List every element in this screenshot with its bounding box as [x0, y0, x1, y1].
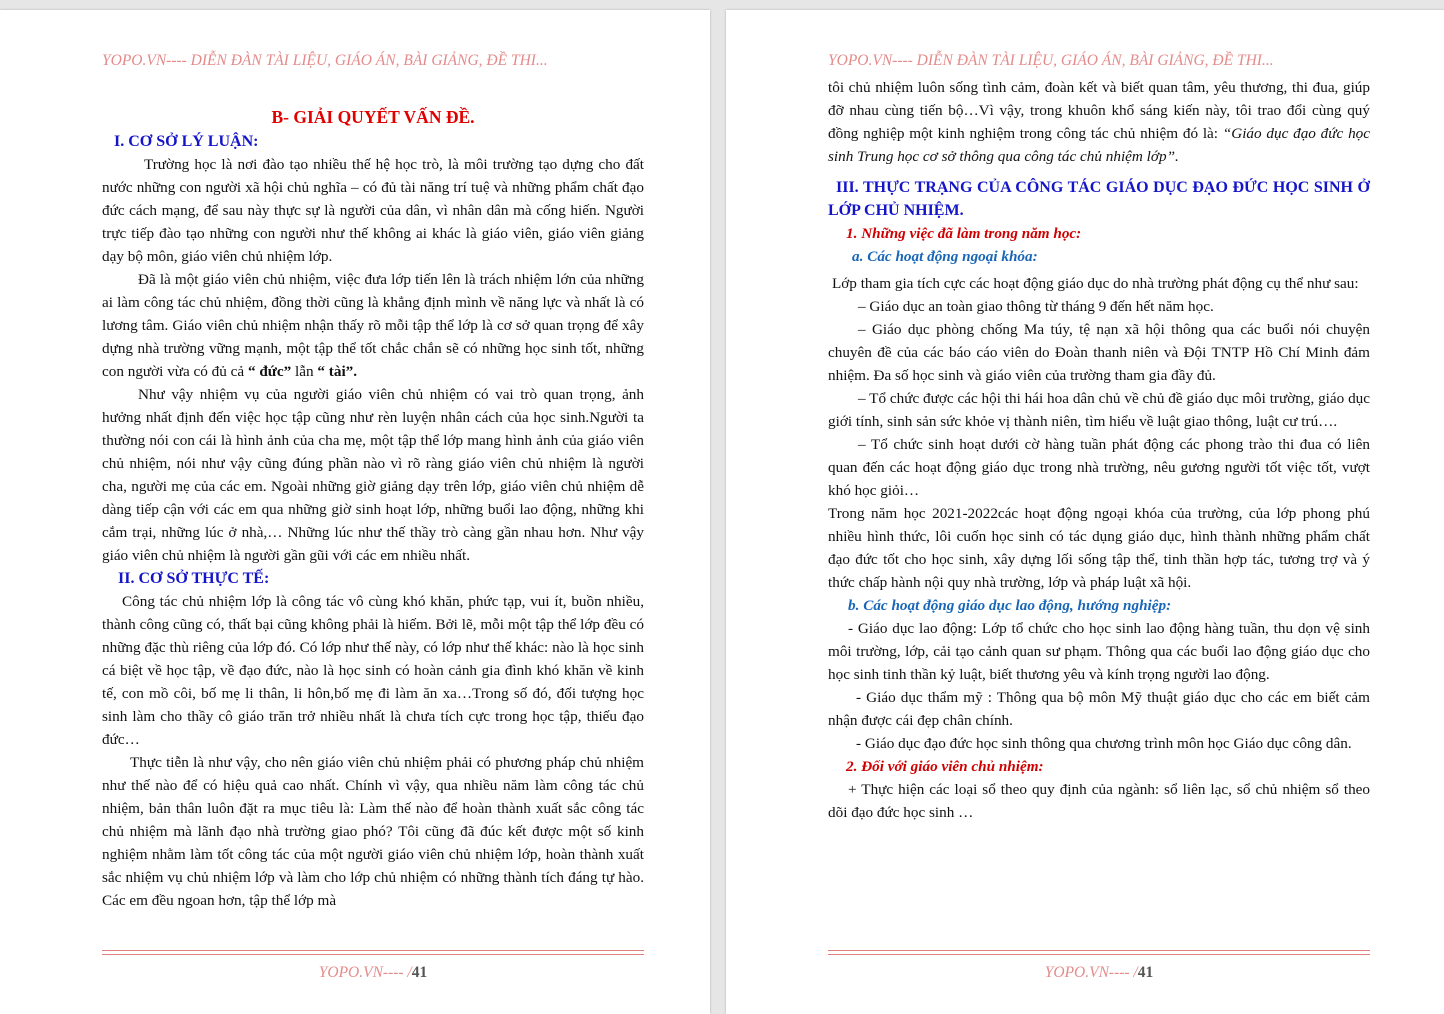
subheading: a. Các hoạt động ngoại khóa: — [852, 248, 1038, 265]
footer-site: YOPO.VN---- / — [318, 964, 412, 981]
paragraph-text: lẫn — [291, 363, 318, 380]
bold-text: “ tài”. — [317, 363, 358, 380]
paragraph: Lớp tham gia tích cực các hoạt động giáo dục do nhà trường phát động cụ thể như sau: — [832, 275, 1359, 292]
section-heading-status: III. THỰC TRẠNG CỦA CÔNG TÁC GIÁO DỤC ĐẠO ĐỨC HỌC SINH Ở LỚP CHỦ NHIỆM. — [828, 179, 1370, 219]
paragraph: - Giáo dục lao động: Lớp tổ chức cho học sinh lao động hàng tuần, thu dọn vệ sinh môi trường, lớp, cải tạo cảnh quan sư phạm. Thông qua các buổi lao động giáo dục cho học sinh tinh thần kỷ luật, biết thương yêu và kính trọng người lao động. — [828, 620, 1370, 683]
paragraph: - Giáo dục đạo đức học sinh thông qua chương trình môn học Giáo dục công dân. — [856, 735, 1352, 752]
section-heading-practice: II. CƠ SỞ THỰC TẾ: — [118, 570, 270, 587]
subheading: 2. Đối với giáo viên chủ nhiệm: — [846, 758, 1044, 775]
page-header: YOPO.VN---- DIỄN ĐÀN TÀI LIỆU, GIÁO ÁN, BÀI GIẢNG, ĐỀ THI... — [102, 52, 548, 69]
footer-divider — [102, 950, 644, 955]
section-heading-theory: I. CƠ SỞ LÝ LUẬN: — [114, 133, 259, 150]
page-footer — [102, 964, 644, 982]
page-number: 41 — [411, 964, 428, 981]
footer-divider — [828, 950, 1370, 955]
bullet-item: – Tổ chức được các hội thi hái hoa dân chủ về chủ đề giáo dục môi trường, giáo dục giới tính, sinh sản sức khỏe vị thành niên, tìm hiểu về luật giao thông, luật cư trú…. — [828, 390, 1370, 430]
bullet-item: – Giáo dục an toàn giao thông từ tháng 9 đến hết năm học. — [858, 298, 1214, 315]
subheading: b. Các hoạt động giáo dục lao động, hướng nghiệp: — [848, 597, 1172, 614]
bullet-item: – Giáo dục phòng chống Ma túy, tệ nạn xã hội thông qua các buổi nói chuyện chuyên đề của các báo cáo viên do Đoàn thanh niên và Đội TNTP Hồ Chí Minh đảm nhiệm. Đa số học sinh và giáo viên của trường tham gia đầy đủ. — [828, 321, 1370, 384]
paragraph-text: tôi chủ nhiệm luôn sống tình cảm, đoàn kết và biết quan tâm, yêu thương, thi đua, giúp đỡ nhau cùng tiến bộ…Vì vậy, trong khuôn khổ sáng kiến này, tôi trao đổi cùng quý đồng nghiệp một kinh nghiệm trong công tác chủ nhiệm đó là: — [828, 79, 1370, 142]
paragraph-text: Đã là một giáo viên chủ nhiệm, việc đưa lớp tiến lên là trách nhiệm lớn của những ai làm công tác chủ nhiệm, đồng thời cũng là khẳng định mình về năng lực và nhất là có lương tâm. Giáo viên chủ nhiệm nhận thấy rõ mỗi tập thể lớp là cơ sở quan trọng để xây dựng nhà trường vững mạnh, một tập thể tốt chắc chắn sẽ có những học sinh tốt, những con người vừa có đủ cả — [102, 271, 644, 380]
subheading: 1. Những việc đã làm trong năm học: — [846, 225, 1082, 242]
paragraph: - Giáo dục thẩm mỹ : Thông qua bộ môn Mỹ thuật giáo dục cho các em biết cảm nhận được cái đẹp chân chính. — [828, 689, 1370, 729]
page-footer — [828, 964, 1370, 982]
paragraph: Trong năm học 2021-2022các hoạt động ngoại khóa của trường, của lớp phong phú nhiều hình thức, lôi cuốn học sinh có tác dụng giáo dục, hình thành những phẩm chất đạo đức tốt cho học sinh, xây dựng lối sống tập thể, tinh thần hợp tác, tương trợ và ý thức chấp hành nội quy nhà trường, lớp và pháp luật xã hội. — [828, 505, 1370, 591]
page-number: 41 — [1137, 964, 1154, 981]
footer-site: YOPO.VN---- / — [1044, 964, 1138, 981]
bold-text: “ đức” — [247, 363, 292, 380]
page-content — [102, 94, 644, 912]
paragraph: Công tác chủ nhiệm lớp là công tác vô cùng khó khăn, phức tạp, vui ít, buồn nhiều, thành công cũng có, thất bại cũng không phải là hiếm. Bởi lẽ, mỗi một tập thể lớp đều có những đặc thù riêng của lớp đó. Có lớp như thế này, có lớp như thế khác: nào là học sinh cá biệt về học tập, về đạo đức, nào là học sinh có hoàn cảnh gia đình khó khăn về kinh tế, con mồ côi, bố mẹ li thân, li hôn,bố mẹ đi làm ăn xa…Trong số đó, đối tượng học sinh làm cho thầy cô giáo trăn trở nhiều nhất là chưa tích cực trong học tập, thiếu đạo đức… — [102, 593, 644, 748]
bullet-item: – Tổ chức sinh hoạt dưới cờ hàng tuần phát động các phong trào thi đua có liên quan đến các hoạt động giáo dục trong nhà trường, nêu gương người tốt việc tốt, vượt khó học giỏi… — [828, 436, 1370, 499]
paragraph: Trường học là nơi đào tạo nhiều thế hệ học trò, là môi trường tạo dựng cho đất nước những con người xã hội chủ nghĩa – có đủ tài năng trí tuệ và những phẩm chất đạo đức cách mạng, để sau này thực sự là người của dân, vì nhân dân mà cống hiến. Người trực tiếp đào tạo những con người như thế không ai khác là giáo viên, giáo viên giảng dạy bộ môn, giáo viên chủ nhiệm lớp. — [102, 156, 644, 265]
document-page-right — [726, 10, 1444, 1014]
paragraph: Như vậy nhiệm vụ của người giáo viên chủ nhiệm có vai trò quan trọng, ảnh hưởng nhất định đến việc học tập cũng như rèn luyện nhân cách của học sinh.Người ta thường nói con cái là hình ảnh của cha mẹ, một tập thể lớp mang hình ảnh của giáo viên chủ nhiệm, nói như vậy cũng đúng phần nào vì rõ ràng giáo viên chủ nhiệm là người cha, người mẹ của các em. Ngoài những giờ giảng dạy trên lớp, giáo viên chủ nhiệm dễ dàng tiếp cận với các em qua những giờ sinh hoạt lớp, những buổi lao động, những khi cắm trại, những lúc ở nhà,… Những lúc như thế thầy trò càng gần nhau hơn. Như vậy giáo viên chủ nhiệm là người gần gũi với các em nhiều nhất. — [102, 386, 644, 564]
italic-quote: “Giáo dục đạo đức học sinh Trung học cơ sở thông qua công tác chủ nhiệm lớp”. — [828, 125, 1370, 165]
page-content — [828, 76, 1370, 824]
paragraph — [102, 268, 644, 383]
document-page-left — [0, 10, 710, 1014]
paragraph — [828, 76, 1370, 168]
paragraph: Thực tiễn là như vậy, cho nên giáo viên chủ nhiệm phải có phương pháp chủ nhiệm như thế nào để có hiệu quả cao nhất. Chính vì vậy, qua nhiều năm làm công tác chủ nhiệm, bản thân luôn đặt ra mục tiêu là: Làm thế nào để hoàn thành xuất sắc công tác chủ nhiệm mà lãnh đạo nhà trường giao phó? Tôi cũng đã đúc kết được một số kinh nghiệm nhằm làm tốt công tác của một người giáo viên chủ nhiệm lớp, hoàn thành xuất sắc nhiệm vụ chủ nhiệm lớp và làm cho lớp chủ nhiệm có những thành tích đáng tự hào. Các em đều ngoan hơn, tập thể lớp mà — [102, 754, 644, 909]
page-header: YOPO.VN---- DIỄN ĐÀN TÀI LIỆU, GIÁO ÁN, BÀI GIẢNG, ĐỀ THI... — [828, 52, 1274, 69]
paragraph: + Thực hiện các loại sổ theo quy định của ngành: sổ liên lạc, sổ chủ nhiệm sổ theo dõi đạo đức học sinh … — [828, 781, 1370, 821]
section-title: B- GIẢI QUYẾT VẤN ĐỀ. — [271, 107, 475, 127]
